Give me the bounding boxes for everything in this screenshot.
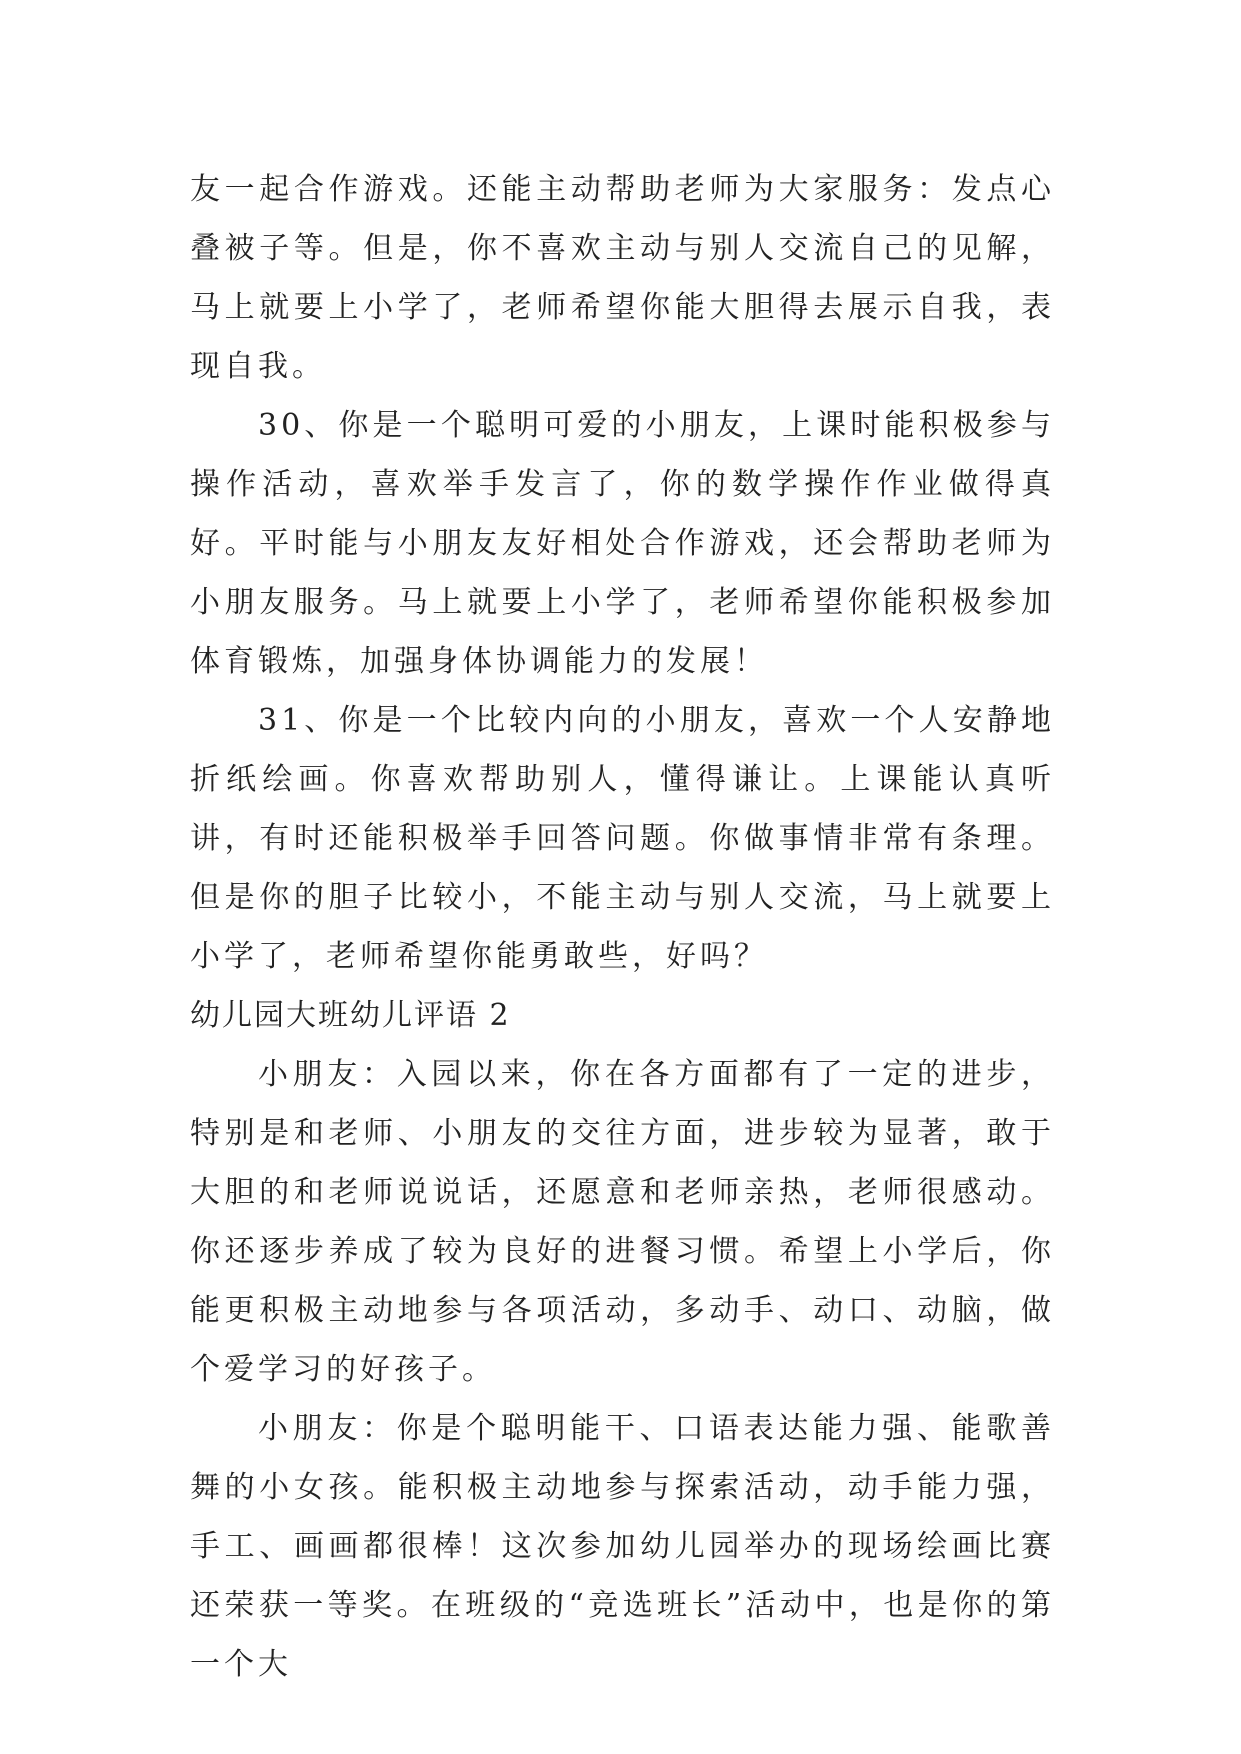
paragraph-continuation: 友一起合作游戏。还能主动帮助老师为大家服务：发点心叠被子等。但是，你不喜欢主动与别人交流自己的见解，马上就要上小学了，老师希望你能大胆得去展示自我，表现自我。 (190, 172, 1055, 384)
section-heading: 幼儿园大班幼儿评语 2 (190, 998, 511, 1033)
paragraph-comment-31: 31、你是一个比较内向的小朋友，喜欢一个人安静地折纸绘画。你喜欢帮助别人，懂得谦让。上课能认真听讲，有时还能积极举手回答问题。你做事情非常有条理。但是你的胆子比较小，不能主动与别人交流，马上就要上小学了，老师希望你能勇敢些，好吗？ (190, 703, 1055, 974)
paragraph-section-2: 小朋友：你是个聪明能干、口语表达能力强、能歌善舞的小女孩。能积极主动地参与探索活动，动手能力强，手工、画画都很棒！这次参加幼儿园举办的现场绘画比赛还荣获一等奖。在班级的“竞选班长”活动中，也是你的第一个大 (190, 1411, 1055, 1682)
paragraph-comment-30: 30、你是一个聪明可爱的小朋友，上课时能积极参与操作活动，喜欢举手发言了，你的数学操作作业做得真好。平时能与小朋友友好相处合作游戏，还会帮助老师为小朋友服务。马上就要上小学了，老师希望你能积极参加体育锻炼，加强身体协调能力的发展！ (190, 408, 1055, 679)
paragraph-section-1: 小朋友：入园以来，你在各方面都有了一定的进步，特别是和老师、小朋友的交往方面，进步较为显著，敢于大胆的和老师说说话，还愿意和老师亲热，老师很感动。你还逐步养成了较为良好的进餐习惯。希望上小学后，你能更积极主动地参与各项活动，多动手、动口、动脑，做个爱学习的好孩子。 (190, 1057, 1055, 1387)
document-body (190, 160, 1055, 1694)
